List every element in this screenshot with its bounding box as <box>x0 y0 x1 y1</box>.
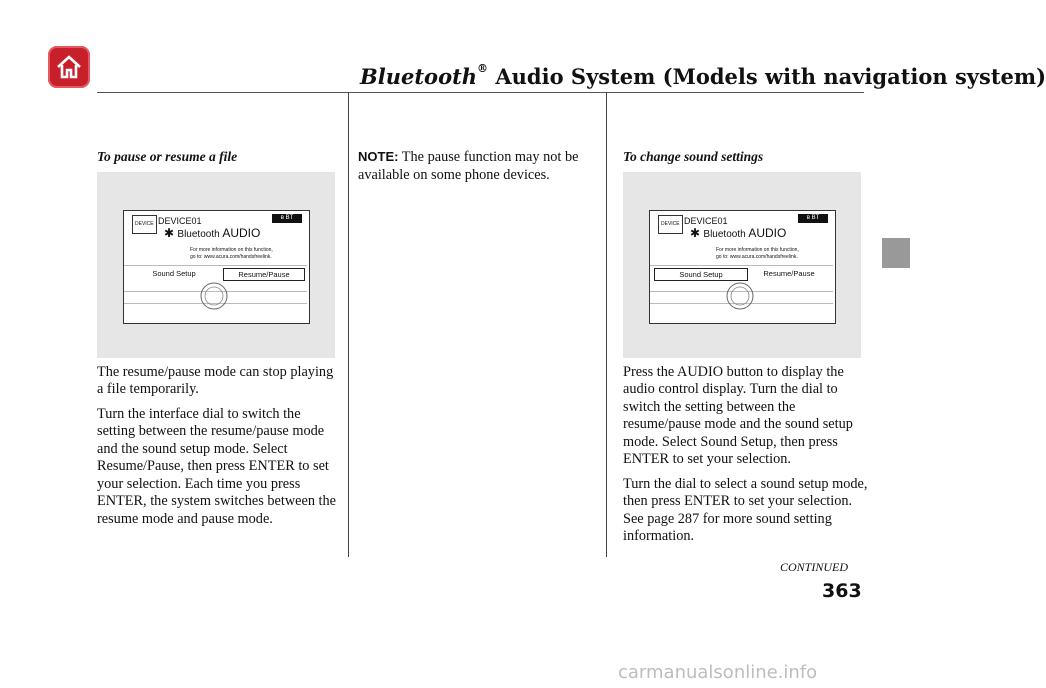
left-column <box>97 148 337 535</box>
continued-label: CONTINUED <box>780 560 849 574</box>
bluetooth-icon: ✱ <box>690 225 701 240</box>
right-paragraph-2: Turn the dial to select a sound setup mode, then press ENTER to set your selection. See page 287 for more sound setting information. <box>623 475 868 544</box>
resume-pause-button[interactable]: Resume/Pause <box>763 268 815 278</box>
middle-column <box>358 148 598 191</box>
note <box>358 148 598 184</box>
bluetooth-icon: ✱ <box>164 225 175 240</box>
interface-dial-icon <box>196 281 232 311</box>
section-label <box>870 300 904 330</box>
note-label: NOTE: <box>358 149 399 164</box>
note-text: The pause function may not be available on some phone devices. <box>358 149 579 183</box>
info-line-2: go to: www.acura.com/handsfreelink. <box>716 253 798 260</box>
sound-setup-button[interactable]: Sound Setup <box>152 268 196 278</box>
left-paragraph-1: The resume/pause mode can stop playing a file temporarily. <box>97 363 334 397</box>
right-paragraph-1: Press the AUDIO button to display the audio control display. Turn the dial to switch the setting between the resume/pause mode and the sound setup mode. Select Sound Setup, then press ENTER to set your selection. <box>623 363 853 467</box>
right-column <box>623 148 869 553</box>
bt-audio-title: ✱ Bluetooth AUDIO <box>164 225 261 240</box>
device-name: DEVICE01 <box>684 215 728 226</box>
info-line-2: go to: www.acura.com/handsfreelink. <box>190 253 272 260</box>
info-line-1: For more information on this function, <box>716 246 799 253</box>
device-tag: DEVICE <box>132 215 157 235</box>
resume-pause-button[interactable]: Resume/Pause <box>223 268 305 281</box>
right-subhead: To change sound settings <box>623 149 764 164</box>
pause-resume-figure <box>97 172 335 358</box>
sound-setup-button[interactable]: Sound Setup <box>654 268 748 281</box>
bt-badge: ʙ BT <box>798 214 828 223</box>
left-subhead: To pause or resume a file <box>97 149 238 164</box>
left-paragraph-2: Turn the interface dial to switch the setting between the resume/pause mode and the sound setup mode. Select Resume/Pause, then press ENTER to set your selection. Each time you press ENTER, the system switches between the resume mode and pause mode. <box>97 405 337 527</box>
mode-bar <box>126 268 305 281</box>
info-line-1: For more information on this function, <box>190 246 273 253</box>
home-icon <box>55 53 83 81</box>
column-divider-right <box>606 92 607 557</box>
device-tag: DEVICE <box>658 215 683 235</box>
audio-screen <box>649 210 836 324</box>
header-rule <box>97 92 864 93</box>
sound-settings-figure <box>623 172 861 358</box>
section-tab[interactable] <box>882 238 910 268</box>
stripe <box>124 265 307 266</box>
stripe <box>650 265 833 266</box>
bt-badge: ʙ BT <box>272 214 302 223</box>
interface-dial-icon <box>722 281 758 311</box>
device-name: DEVICE01 <box>158 215 202 226</box>
bt-audio-title: ✱ Bluetooth AUDIO <box>690 225 787 240</box>
header-registered: ® <box>477 62 489 75</box>
header-title-rest: Audio System (Models with navigation system) <box>488 64 1046 89</box>
home-button[interactable] <box>48 46 90 88</box>
audio-screen <box>123 210 310 324</box>
column-divider-left <box>348 92 349 557</box>
watermark: carmanualsonline.info <box>618 662 818 683</box>
header-bluetooth: Bluetooth <box>360 64 478 89</box>
page-number: 363 <box>822 580 862 602</box>
mode-bar <box>652 268 831 281</box>
page-header <box>360 62 1046 89</box>
